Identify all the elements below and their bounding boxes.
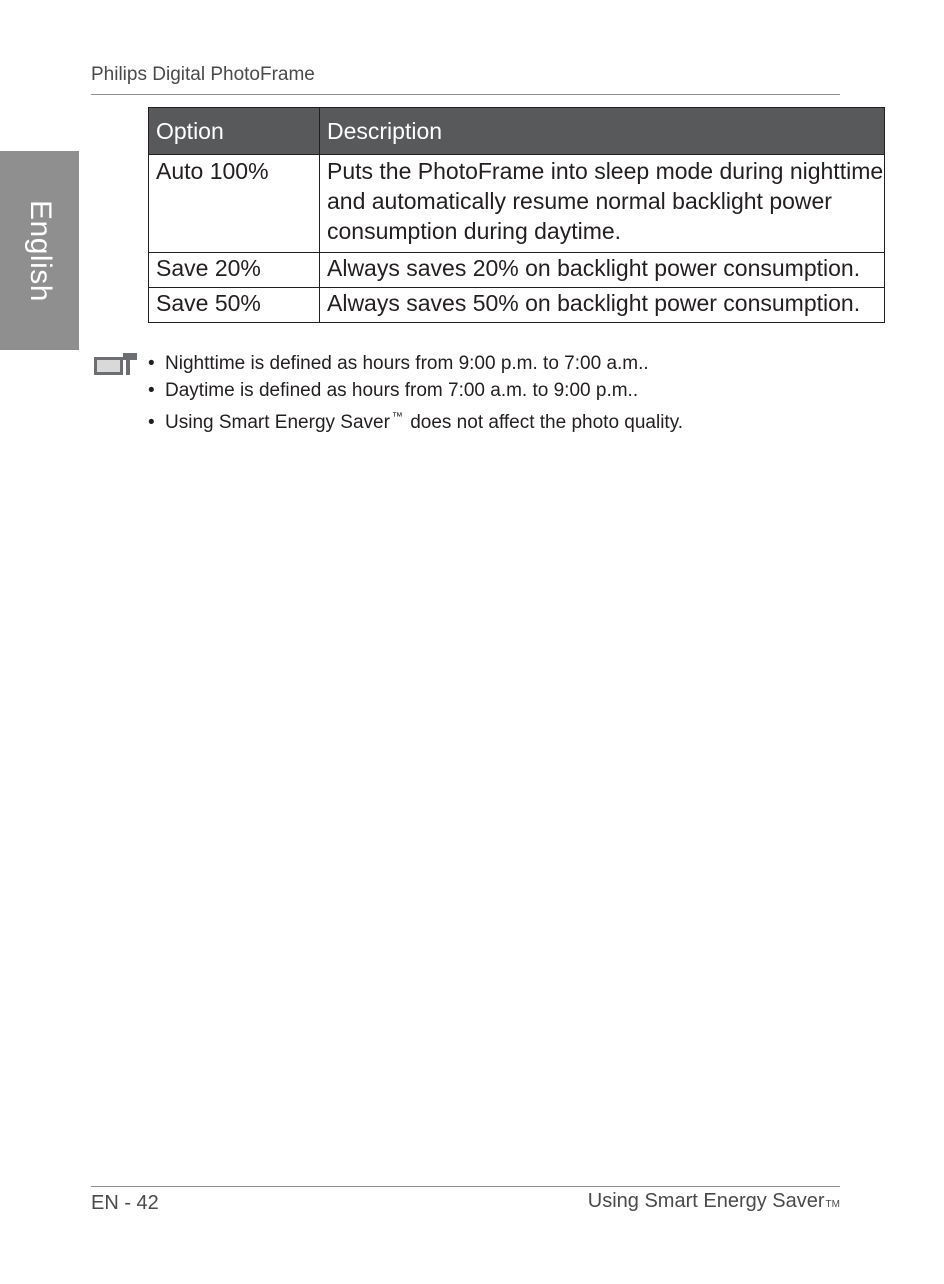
description-cell: Puts the PhotoFrame into sleep mode during nighttime and automatically resume normal backlight power consumption during daytime. [320,155,885,253]
note-text: does not affect the photo quality. [404,412,684,433]
footer-section-title [588,1190,840,1213]
option-cell: Save 50% [149,288,320,323]
column-header-description: Description [320,108,885,155]
description-cell: Always saves 50% on backlight power consumption. [320,288,885,323]
notes-list [148,350,683,431]
note-icon [94,353,139,375]
section-title-text: Using Smart Energy Saver [587,1190,825,1212]
table-row [149,155,885,253]
list-item: • Nighttime is defined as hours from 9:00 p.m. to 7:00 a.m.. [148,353,649,374]
trademark-symbol: ™ [391,411,403,423]
list-item: • Using Smart Energy Saver ™ does not affect the photo quality. [148,411,684,433]
trademark-symbol: TM [825,1199,840,1210]
option-cell: Auto 100% [149,155,320,253]
table-row [149,288,885,323]
description-cell: Always saves 20% on backlight power consumption. [320,253,885,288]
note-text: Using Smart Energy Saver [165,412,390,433]
note-text: Daytime is defined as hours from 7:00 a.m. to 9:00 p.m.. [165,380,639,401]
page-header-title: Philips Digital PhotoFrame [91,64,315,85]
language-tab [0,151,79,350]
column-header-option: Option [149,108,320,155]
header-divider [91,94,840,95]
table-row [149,253,885,288]
page-number: EN - 42 [91,1192,159,1214]
footer-divider [91,1186,840,1187]
list-item: • Daytime is defined as hours from 7:00 a.m. to 9:00 p.m.. [148,380,639,401]
energy-saver-options-table [148,107,885,323]
table-header-row [149,108,885,155]
note-text: Nighttime is defined as hours from 9:00 p.m. to 7:00 a.m.. [165,353,649,374]
language-tab-label: English [23,199,57,302]
option-cell: Save 20% [149,253,320,288]
